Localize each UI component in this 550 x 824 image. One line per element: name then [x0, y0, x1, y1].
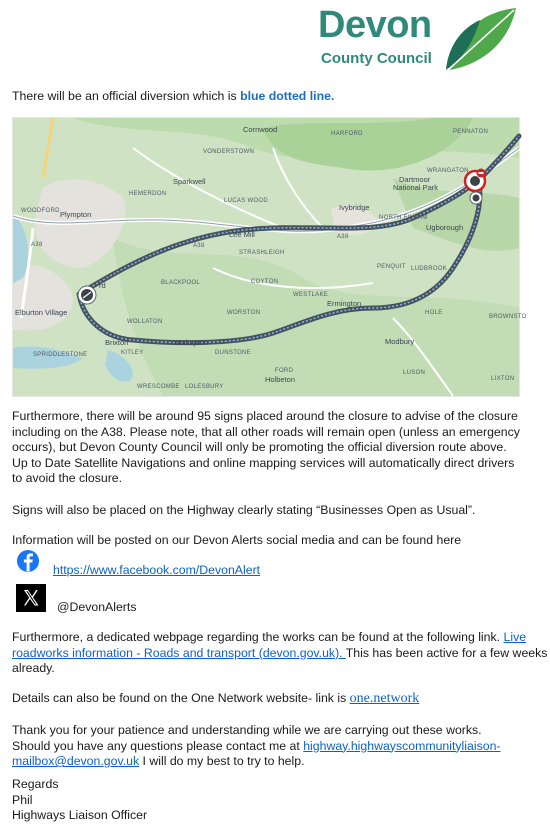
map-label-pennaton: PENNATON — [453, 129, 489, 135]
contact-text: Should you have any questions please contact me at — [12, 738, 304, 753]
map-label-elburton: Elburton Village — [15, 308, 68, 317]
map-label-worston: WORSTON — [227, 310, 261, 316]
map-label-lolesbury: LOLESBURY — [185, 384, 224, 390]
map-label-spriddlestone: SPRIDDLESTONE — [33, 352, 88, 358]
logo-word: Devon — [318, 4, 432, 46]
map-label-north-filham: NORTH FILHAM — [379, 215, 428, 221]
logo-subtitle: County Council — [321, 50, 432, 67]
map-label-a38-mid: A38 — [193, 243, 205, 249]
map-label-ford: rd — [99, 281, 106, 290]
map-label-woodford: WOODFORD — [21, 208, 60, 214]
sender-role: Highways Liaison Officer — [12, 808, 148, 822]
map-label-ivybridge: Ivybridge — [339, 203, 370, 212]
leaf-icon — [440, 6, 518, 72]
map-label-vonderstown: VONDERSTOWN — [203, 149, 255, 155]
map-label-plympton: Plympton — [60, 210, 92, 219]
social-media-paragraph: Information will be posted on our Devon Alerts social media and can be found here — [12, 533, 462, 547]
signs-paragraph: Furthermore, there will be around 95 signs placed around the closure to advise of the closure including on the A38. Please note, that all other roads will remain open (unless an emergency occurs), but Devon County Council will only be promoting the official diversion route above. Up to Date Satellite Navigations and online mapping services will automatically direct drivers to avoid the closure. — [12, 409, 520, 485]
webpage-active-text: This has been active for a few weeks — [345, 645, 548, 660]
devon-logo — [318, 6, 518, 72]
live-roadworks-link-part1[interactable]: Live — [503, 630, 527, 644]
x-twitter-icon[interactable] — [16, 584, 46, 612]
sign-off — [12, 777, 147, 824]
map-label-cornwood: Cornwood — [243, 125, 278, 134]
map-label-a38-west: A38 — [31, 242, 43, 248]
one-network-paragraph — [12, 691, 419, 707]
sender-name: Phil — [12, 792, 33, 807]
map-label-dartmoor: Dartmoor — [399, 175, 431, 184]
map-label-strashleigh: STRASHLEIGH — [239, 250, 285, 256]
map-label-coyton: COYTON — [251, 279, 279, 285]
map-label-hole: HOLE — [425, 310, 443, 316]
map-label-wollaton: WOLLATON — [127, 319, 163, 325]
facebook-link[interactable]: https://www.facebook.com/DevonAlert — [53, 563, 261, 577]
businesses-open-paragraph: Signs will also be placed on the Highway clearly stating “Businesses Open as Usual”. — [12, 503, 476, 517]
thanks-line: Thank you for your patience and understanding while we are carrying out these works. — [12, 723, 482, 737]
map-label-holbeton: Holbeton — [265, 375, 296, 384]
one-network-link[interactable]: one.network — [349, 691, 420, 706]
map-label-lixton: LIXTON — [491, 376, 515, 382]
map-label-a38-east: A38 — [337, 234, 349, 240]
intro-text: There will be an official diversion which is — [12, 89, 241, 103]
map-label-national-park: National Park — [393, 183, 439, 192]
help-text: I will do my best to try to help. — [139, 754, 305, 768]
thanks-paragraph — [12, 723, 532, 770]
map-label-westlake: WESTLAKE — [293, 292, 329, 298]
regards-text: Regards — [12, 777, 59, 791]
map-label-penquit: PENQUIT — [377, 264, 406, 270]
diversion-map[interactable] — [12, 117, 527, 397]
map-label-ugborough: Ugborough — [426, 223, 464, 232]
x-handle: @DevonAlerts — [57, 600, 137, 614]
map-label-modbury: Modbury — [385, 337, 415, 346]
map-label-lee-mill: Lee Mill — [229, 230, 255, 239]
map-label-ford-south: FORD — [275, 368, 294, 374]
closure-marker-west-icon[interactable] — [78, 286, 96, 304]
map-label-kitley: KITLEY — [121, 350, 144, 356]
map-label-wrangaton: WRANGATON — [427, 168, 469, 174]
webpage-paragraph — [12, 630, 548, 677]
one-network-text: Details can also be found on the One Network website- link is — [12, 691, 350, 705]
map-canvas — [13, 118, 527, 396]
map-label-brixton: Brixton — [105, 338, 129, 347]
webpage-end-text: already. — [12, 661, 55, 675]
map-label-brownston: BROWNSTO — [489, 314, 527, 320]
intro-highlight: blue dotted line. — [240, 89, 335, 103]
map-label-lucas-wood: LUCAS WOOD — [224, 198, 269, 204]
map-label-blackpool: BLACKPOOL — [161, 280, 201, 286]
facebook-icon[interactable] — [12, 550, 45, 572]
intro-line — [12, 89, 334, 105]
live-roadworks-link-part2[interactable]: roadworks information - Roads and transport (devon.gov.uk). — [12, 645, 346, 660]
email-link-part1[interactable]: highway.highwayscommunityliaison- — [303, 738, 501, 753]
map-label-ermington: Ermington — [327, 299, 362, 308]
webpage-text: Furthermore, a dedicated webpage regarding the works can be found at the following link. — [12, 630, 504, 644]
map-label-harford: HARFORD — [331, 131, 363, 137]
map-label-sparkwell: Sparkwell — [173, 177, 206, 186]
map-label-yealmpton: Yealmpton — [173, 338, 209, 347]
map-label-dunstone: DUNSTONE — [215, 350, 251, 356]
map-label-wrescombe: WRESCOMBE — [137, 384, 180, 390]
map-label-luson: LUSON — [403, 370, 426, 376]
map-label-hemerdon: HEMERDON — [129, 191, 167, 197]
map-label-ludbrook: LUDBROOK — [411, 266, 448, 272]
email-link-part2[interactable]: mailbox@devon.gov.uk — [12, 754, 140, 768]
